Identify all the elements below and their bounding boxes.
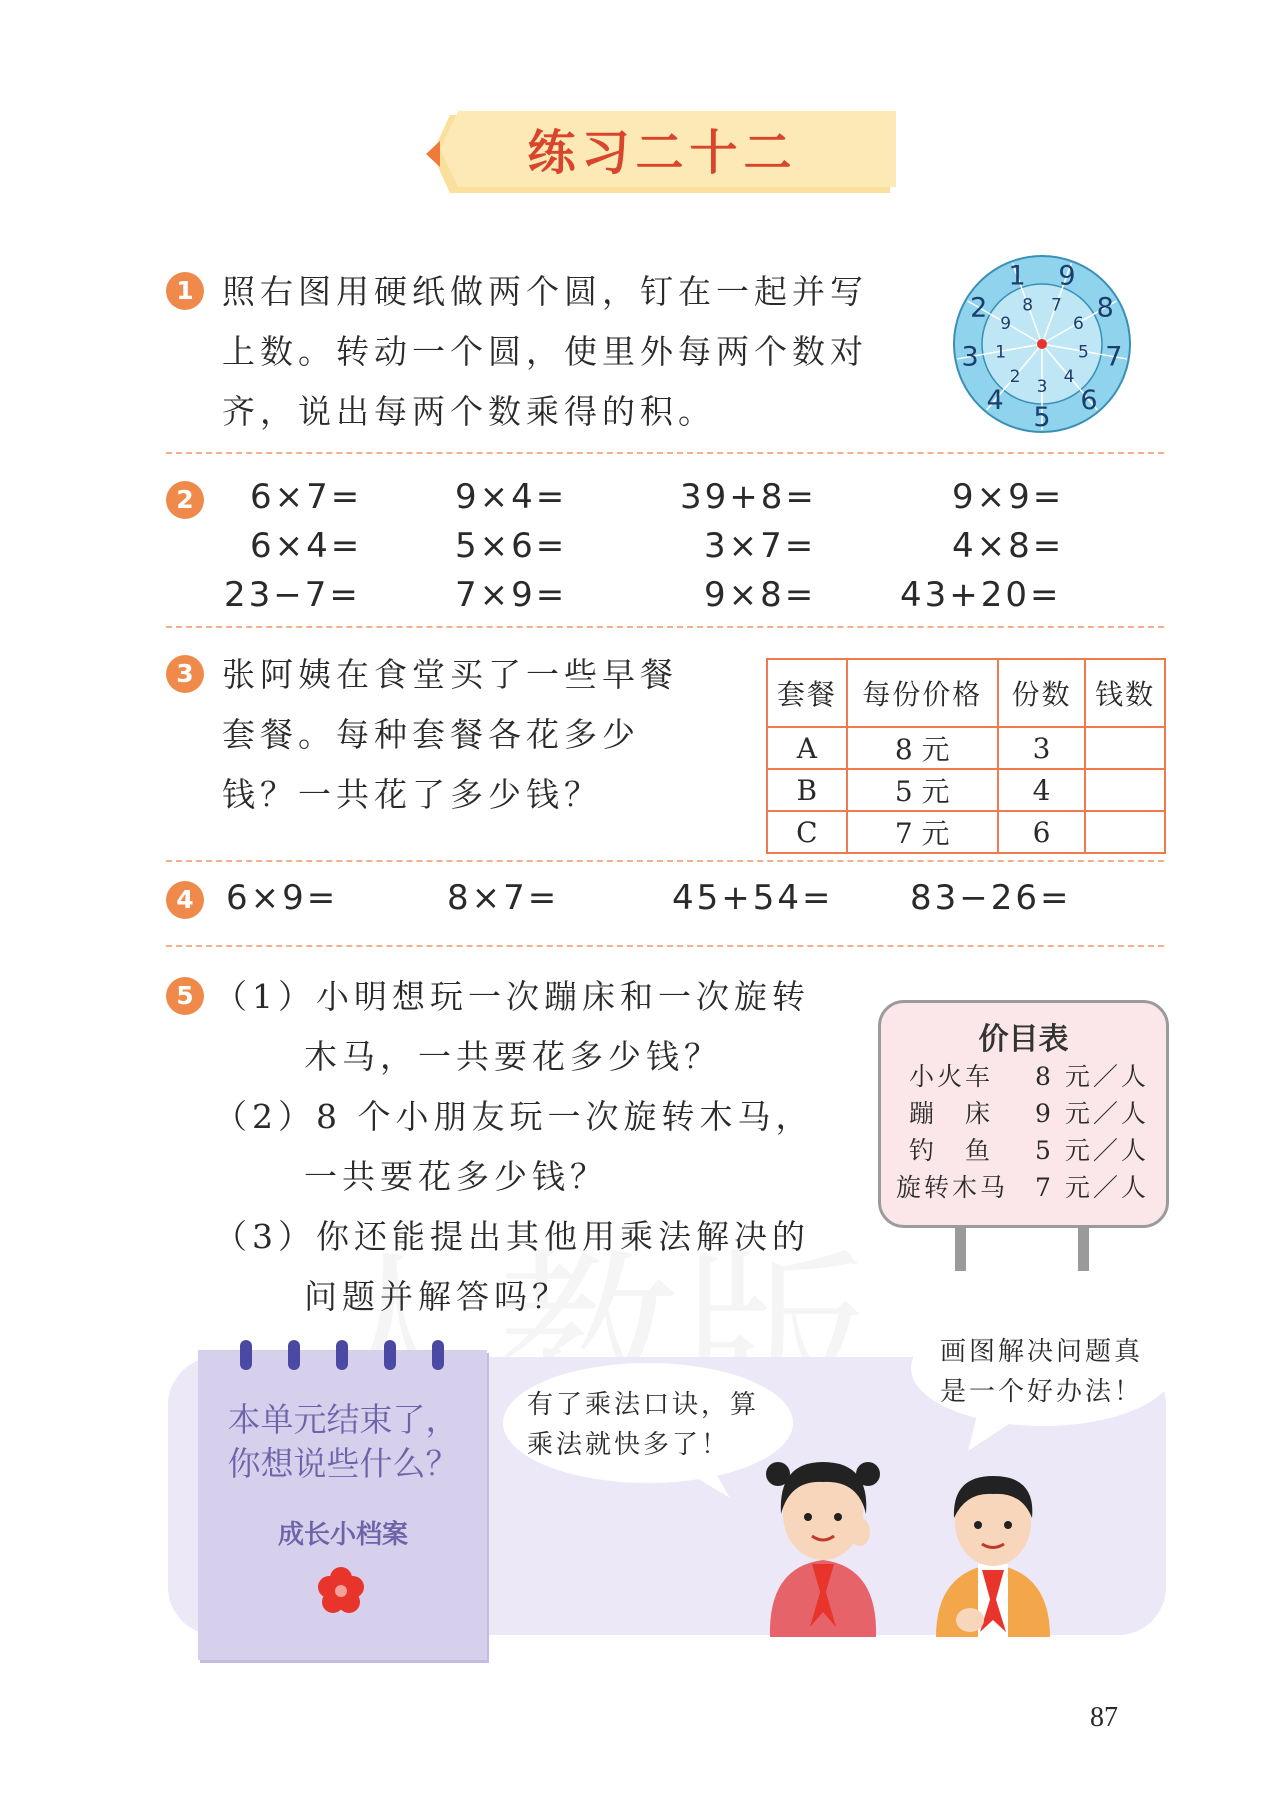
table-cell [1085, 727, 1165, 769]
meal-price-table [766, 658, 1166, 854]
divider [166, 626, 1164, 628]
wheel-outer-number: 5 [1033, 402, 1051, 433]
wheel-outer-number: 7 [1105, 341, 1123, 373]
table-header: 每份价格 [847, 659, 998, 727]
table-cell: 8 元 [847, 727, 998, 769]
divider [166, 860, 1164, 862]
table-cell: 6 [998, 811, 1086, 853]
table-header: 钱数 [1085, 659, 1165, 727]
divider [166, 452, 1164, 454]
q2-eq-2-1: 6×4= [250, 526, 363, 566]
wheel-outer-number: 4 [986, 384, 1004, 416]
page-number: 87 [1090, 1702, 1118, 1733]
q2-eq-3-1: 23−7= [224, 575, 361, 615]
wheel-outer-number: 8 [1096, 292, 1114, 324]
table-cell: 5 元 [847, 769, 998, 811]
price-sign-title: 价目表 [978, 1022, 1069, 1057]
page-title: 练习二十二 [527, 125, 798, 181]
question-1-number: 1 [166, 272, 204, 310]
wheel-outer-number: 9 [1058, 260, 1076, 292]
note-line-1: 本单元结束了， [227, 1400, 459, 1439]
wheel-outer-number: 1 [1008, 260, 1026, 292]
table-cell: C [767, 811, 847, 853]
q1-line-1: 照右图用硬纸做两个圆，钉在一起并写 [222, 272, 868, 311]
q2-eq-1-2: 9×4= [455, 477, 568, 517]
q4-eq-4: 83−26= [910, 878, 1072, 918]
note-ring [240, 1340, 252, 1370]
wheel-inner-number: 5 [1077, 342, 1089, 363]
q4-eq-3: 45+54= [672, 878, 834, 918]
price-item-value: 5 元／人 [1035, 1136, 1149, 1165]
wheel-inner-number: 2 [1009, 367, 1021, 388]
table-header: 份数 [998, 659, 1086, 727]
q5-part-2-line-2: 一共要花多少钱？ [304, 1157, 608, 1196]
note-line-2: 你想说些什么？ [227, 1444, 459, 1483]
note-ring [384, 1340, 396, 1370]
note-ring [432, 1340, 444, 1370]
table-cell: 7 元 [847, 811, 998, 853]
note-ring [288, 1340, 300, 1370]
wheel-inner-number: 8 [1022, 295, 1034, 316]
table-cell: A [767, 727, 847, 769]
q5-part-3-line-1: （3）你还能提出其他用乘法解决的 [214, 1217, 810, 1256]
wheel-outer-number: 6 [1080, 384, 1098, 416]
question-3-number: 3 [166, 655, 204, 693]
price-item-name: 旋转木马 [895, 1173, 1008, 1202]
q2-eq-1-3: 39+8= [680, 477, 817, 517]
table-cell: 3 [998, 727, 1086, 769]
q3-line-3: 钱？一共花了多少钱？ [222, 775, 602, 814]
q2-eq-1-4: 9×9= [952, 477, 1065, 517]
wheel-inner-number: 4 [1063, 367, 1075, 388]
girl-speech-line-2: 乘法就快多了！ [527, 1430, 731, 1460]
table-cell [1085, 769, 1165, 811]
q5-part-1-line-1: （1）小明想玩一次蹦床和一次旋转 [214, 977, 810, 1016]
wheel-inner-number: 6 [1072, 314, 1084, 334]
q5-part-3-line-2: 问题并解答吗？ [304, 1277, 570, 1316]
boy-illustration [918, 1460, 1068, 1637]
girl-illustration [748, 1452, 898, 1637]
table-cell: B [767, 769, 847, 811]
q4-eq-1: 6×9= [226, 878, 339, 918]
q4-eq-2: 8×7= [447, 878, 560, 918]
archive-label: 成长小档案 [277, 1520, 408, 1550]
table-row [767, 811, 1165, 853]
q2-eq-3-4: 43+20= [900, 575, 1062, 615]
wheel-outer-number: 3 [961, 341, 979, 373]
price-item-value: 7 元／人 [1035, 1173, 1149, 1202]
wheel-inner-number: 9 [1000, 314, 1012, 334]
q2-eq-3-2: 7×9= [455, 575, 568, 615]
q2-eq-2-3: 3×7= [704, 526, 817, 566]
boy-speech-line-1: 画图解决问题真 [940, 1337, 1144, 1367]
divider [166, 945, 1164, 947]
girl-speech-line-1: 有了乘法口诀，算 [527, 1390, 760, 1420]
q2-eq-2-4: 4×8= [952, 526, 1065, 566]
price-item-name: 小火车 [908, 1062, 993, 1091]
question-4-number: 4 [166, 881, 204, 919]
price-item-value: 8 元／人 [1035, 1062, 1149, 1091]
price-item-name: 钓 鱼 [908, 1136, 993, 1165]
q2-eq-3-3: 9×8= [704, 575, 817, 615]
table-cell: 4 [998, 769, 1086, 811]
flower-icon [316, 1566, 366, 1616]
q2-eq-2-2: 5×6= [455, 526, 568, 566]
boy-speech-line-2: 是一个好办法！ [940, 1377, 1144, 1407]
number-wheel [950, 252, 1135, 437]
table-row [767, 769, 1165, 811]
question-2-number: 2 [166, 481, 204, 519]
price-item-name: 蹦 床 [908, 1099, 993, 1128]
wheel-inner-number: 7 [1050, 295, 1062, 316]
table-cell [1085, 811, 1165, 853]
q1-line-3: 齐，说出每两个数乘得的积。 [222, 392, 716, 431]
price-item-value: 9 元／人 [1035, 1099, 1149, 1128]
q2-eq-1-1: 6×7= [250, 477, 363, 517]
q5-part-1-line-2: 木马，一共要花多少钱？ [304, 1037, 722, 1076]
question-5-number: 5 [166, 977, 204, 1015]
q1-line-2: 上数。转动一个圆，使里外每两个数对 [222, 332, 868, 371]
note-ring [336, 1340, 348, 1370]
q3-line-1: 张阿姨在食堂买了一些早餐 [222, 655, 678, 694]
q3-line-2: 套餐。每种套餐各花多少 [222, 715, 640, 754]
wheel-outer-number: 2 [970, 292, 988, 324]
q5-part-2-line-1: （2）8 个小朋友玩一次旋转木马， [214, 1097, 814, 1136]
table-row [767, 727, 1165, 769]
table-header: 套餐 [767, 659, 847, 727]
wheel-inner-number: 1 [995, 342, 1007, 363]
wheel-inner-number: 3 [1036, 377, 1048, 397]
